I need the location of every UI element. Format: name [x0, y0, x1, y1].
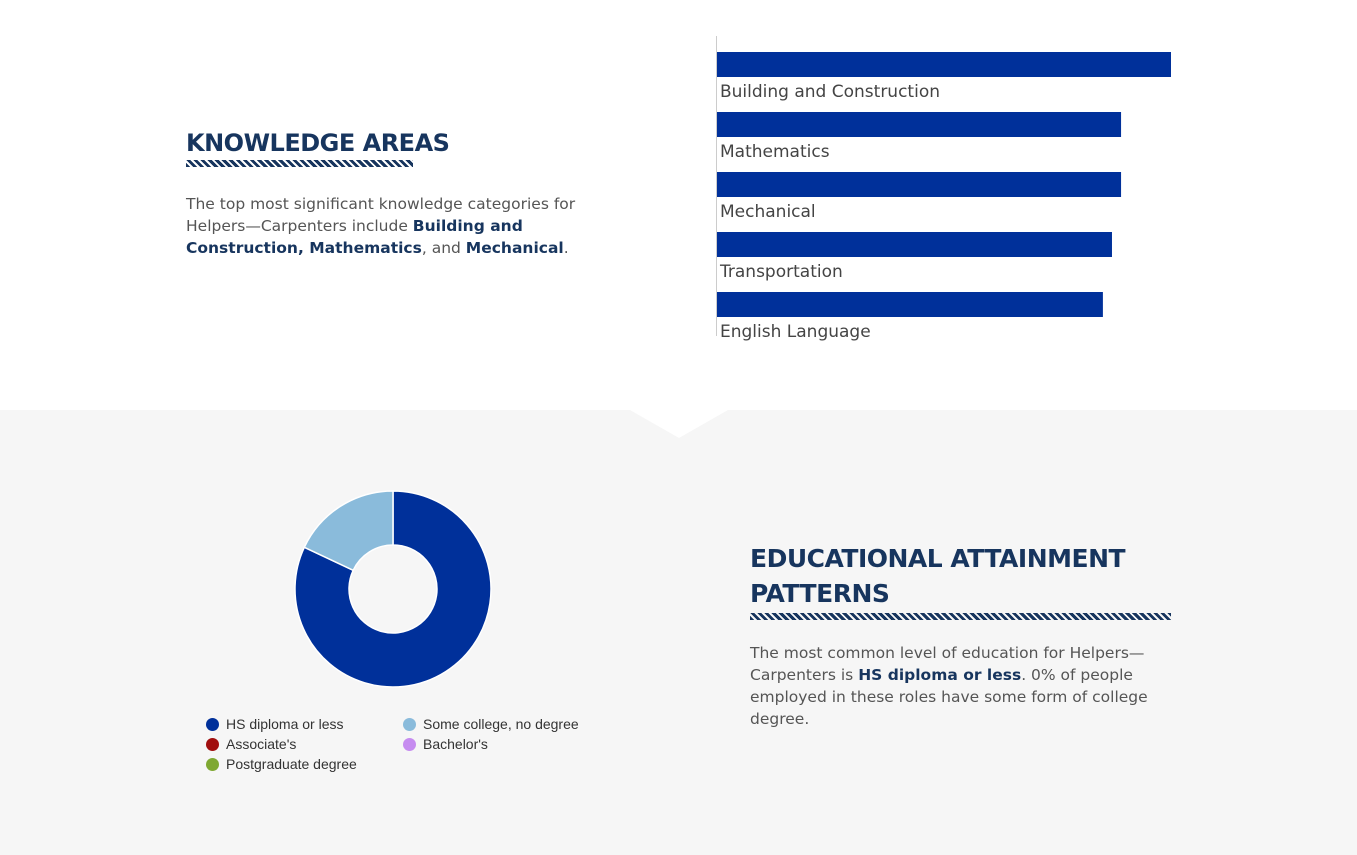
bar-label-3: Transportation	[720, 262, 843, 282]
bar-4	[717, 292, 1103, 317]
bar-label-4: English Language	[720, 322, 871, 342]
knowledge-text-before: The top most significant knowledge categories for Helpers—Carpenters include	[186, 195, 576, 235]
bar-1	[717, 112, 1121, 137]
education-bold: HS diploma or less	[858, 666, 1022, 684]
legend-item-3	[403, 736, 488, 752]
legend-dot-1	[403, 718, 416, 731]
bar-3	[717, 232, 1112, 257]
bar-label-0: Building and Construction	[720, 82, 940, 102]
education-description	[750, 642, 1160, 730]
legend-item-1	[403, 716, 579, 732]
legend-dot-4	[206, 758, 219, 771]
knowledge-bold-1: Building and Construction, Mathematics	[186, 217, 523, 257]
bar-0	[717, 52, 1171, 77]
legend-dot-0	[206, 718, 219, 731]
education-donut-chart	[290, 486, 496, 692]
legend-item-4	[206, 756, 357, 772]
knowledge-bar-chart	[716, 36, 1196, 346]
legend-dot-3	[403, 738, 416, 751]
knowledge-areas-title: KNOWLEDGE AREAS	[186, 129, 450, 157]
knowledge-areas-underline	[186, 160, 413, 167]
knowledge-text-after: .	[563, 239, 569, 257]
bar-label-1: Mathematics	[720, 142, 830, 162]
legend-dot-2	[206, 738, 219, 751]
knowledge-text-mid: , and	[421, 239, 466, 257]
knowledge-areas-description	[186, 193, 586, 259]
education-text-after: . 0% of people employed in these roles have some form of college degree.	[750, 666, 1148, 728]
bar-label-2: Mechanical	[720, 202, 816, 222]
legend-label-2: Associate's	[226, 736, 297, 752]
education-text-before: The most common level of education for Helpers—Carpenters is	[750, 644, 1145, 684]
bar-2	[717, 172, 1121, 197]
legend-item-2	[206, 736, 296, 752]
section-divider-notch	[630, 410, 728, 438]
education-underline	[750, 613, 1171, 620]
education-title: EDUCATIONAL ATTAINMENT PATTERNS	[750, 544, 1126, 608]
legend-item-0	[206, 716, 344, 732]
legend-label-3: Bachelor's	[423, 736, 488, 752]
legend-label-4: Postgraduate degree	[226, 756, 357, 772]
legend-label-0: HS diploma or less	[226, 716, 344, 732]
education-block	[750, 541, 1190, 730]
legend-label-1: Some college, no degree	[423, 716, 579, 732]
knowledge-areas-block	[186, 128, 586, 259]
knowledge-bold-2: Mechanical	[465, 239, 564, 257]
